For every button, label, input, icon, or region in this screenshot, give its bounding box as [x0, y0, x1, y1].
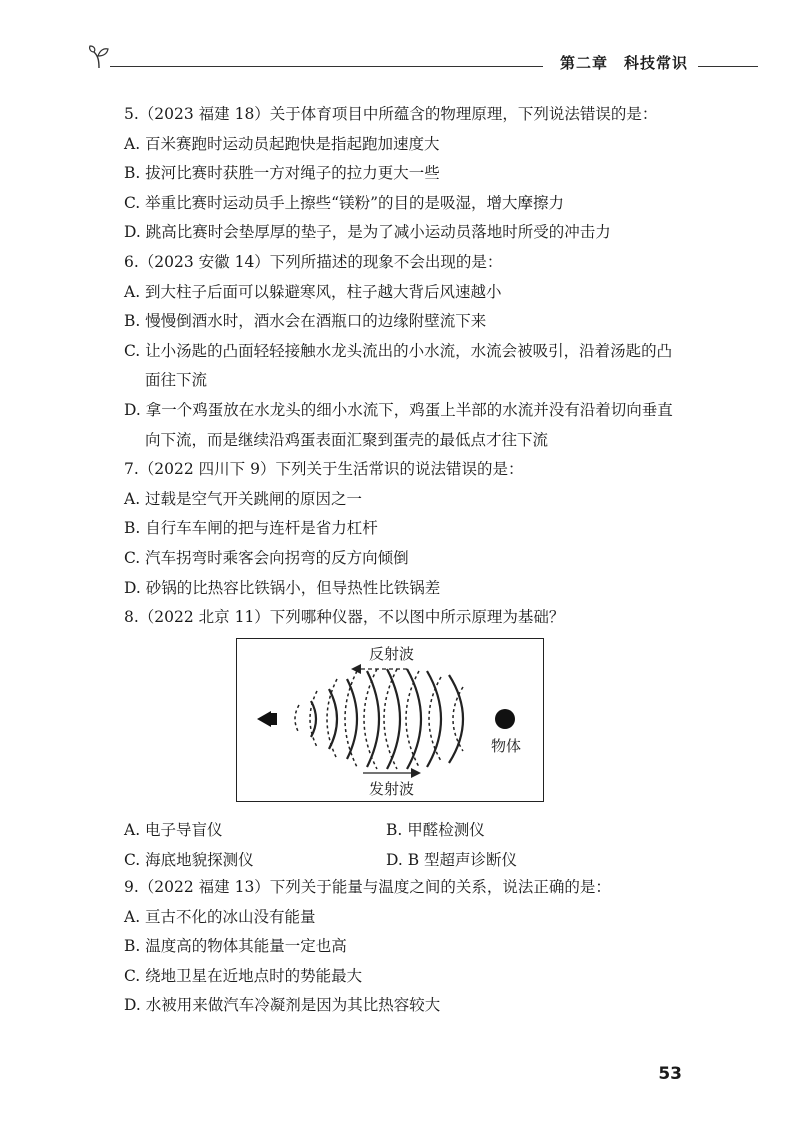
- object-dot: [495, 709, 515, 729]
- option-line: C. 绕地卫星在近地点时的势能最大: [124, 966, 363, 985]
- emitted-wave-label: 发射波: [369, 780, 415, 798]
- option-line: B. 拔河比赛时获胜一方对绳子的拉力更大一些: [124, 164, 440, 183]
- option-line: D. 拿一个鸡蛋放在水龙头的细小水流下，鸡蛋上半部的水流并没有沿着切向垂直: [124, 400, 673, 419]
- option-b: B. 甲醛检测仪: [386, 821, 485, 839]
- option-line: C. 举重比赛时运动员手上擦些“镁粉”的目的是吸湿，增大摩擦力: [124, 193, 565, 212]
- option-line: C. 让小汤匙的凸面轻轻接触水龙头流出的小水流，水流会被吸引，沿着汤匙的凸: [124, 341, 673, 360]
- option-line: A. 亘古不化的冰山没有能量: [124, 907, 316, 926]
- header-rule-right: [698, 66, 758, 67]
- option-line: A. 过载是空气开关跳闸的原因之一: [124, 489, 363, 508]
- option-a: A. 电子导盲仪: [124, 821, 223, 839]
- question-stem: 7.（2022 四川下 9）下列关于生活常识的说法错误的是：: [124, 460, 524, 479]
- option-line: B. 慢慢倒酒水时，酒水会在酒瓶口的边缘附壁流下来: [124, 312, 487, 331]
- option-line-continued: 面往下流: [145, 371, 208, 390]
- object-label: 物体: [491, 737, 522, 755]
- option-line: B. 温度高的物体其能量一定也高: [124, 937, 347, 956]
- chapter-title: 第二章 科技常识: [559, 54, 688, 72]
- question-stem: 6.（2023 安徽 14）下列所描述的现象不会出现的是：: [124, 252, 503, 271]
- option-line: D. 水被用来做汽车冷凝剂是因为其比热容较大: [124, 996, 441, 1015]
- option-line: A. 百米赛跑时运动员起跑快是指起跑加速度大: [124, 134, 440, 153]
- sprout-icon: [88, 44, 112, 70]
- option-d: D. B 型超声诊断仪: [386, 850, 518, 869]
- question-stem: 9.（2022 福建 13）下列关于能量与温度之间的关系，说法正确的是：: [124, 878, 611, 896]
- page-number: 53: [658, 1064, 682, 1084]
- echo-wave-figure: [236, 638, 544, 802]
- option-line: A. 到大柱子后面可以躲避寒风，柱子越大背后风速越小: [124, 282, 502, 301]
- speaker-icon: [257, 711, 271, 727]
- question-8-options: [124, 816, 704, 875]
- option-c: C. 海底地貌探测仪: [124, 850, 254, 869]
- question-9: [124, 873, 704, 1021]
- reflected-wave-label: 反射波: [369, 645, 415, 663]
- option-line: C. 汽车拐弯时乘客会向拐弯的反方向倾倒: [124, 548, 409, 567]
- option-line-continued: 向下流，而是继续沿鸡蛋表面汇聚到蛋壳的最低点才往下流: [145, 430, 549, 449]
- option-line: D. 砂锅的比热容比铁锅小，但导热性比铁锅差: [124, 578, 441, 597]
- page-header: [88, 44, 758, 74]
- option-line: D. 跳高比赛时会垫厚厚的垫子，是为了减小运动员落地时所受的冲击力: [124, 223, 611, 242]
- question-stem: 8.（2022 北京 11）下列哪种仪器，不以图中所示原理为基础？: [124, 608, 565, 627]
- question-stem: 5.（2023 福建 18）关于体育项目中所蕴含的物理原理，下列说法错误的是：: [124, 105, 658, 123]
- questions-5-to-8: [124, 100, 704, 633]
- option-line: B. 自行车车闸的把与连杆是省力杠杆: [124, 519, 378, 538]
- header-rule-left: [110, 66, 543, 67]
